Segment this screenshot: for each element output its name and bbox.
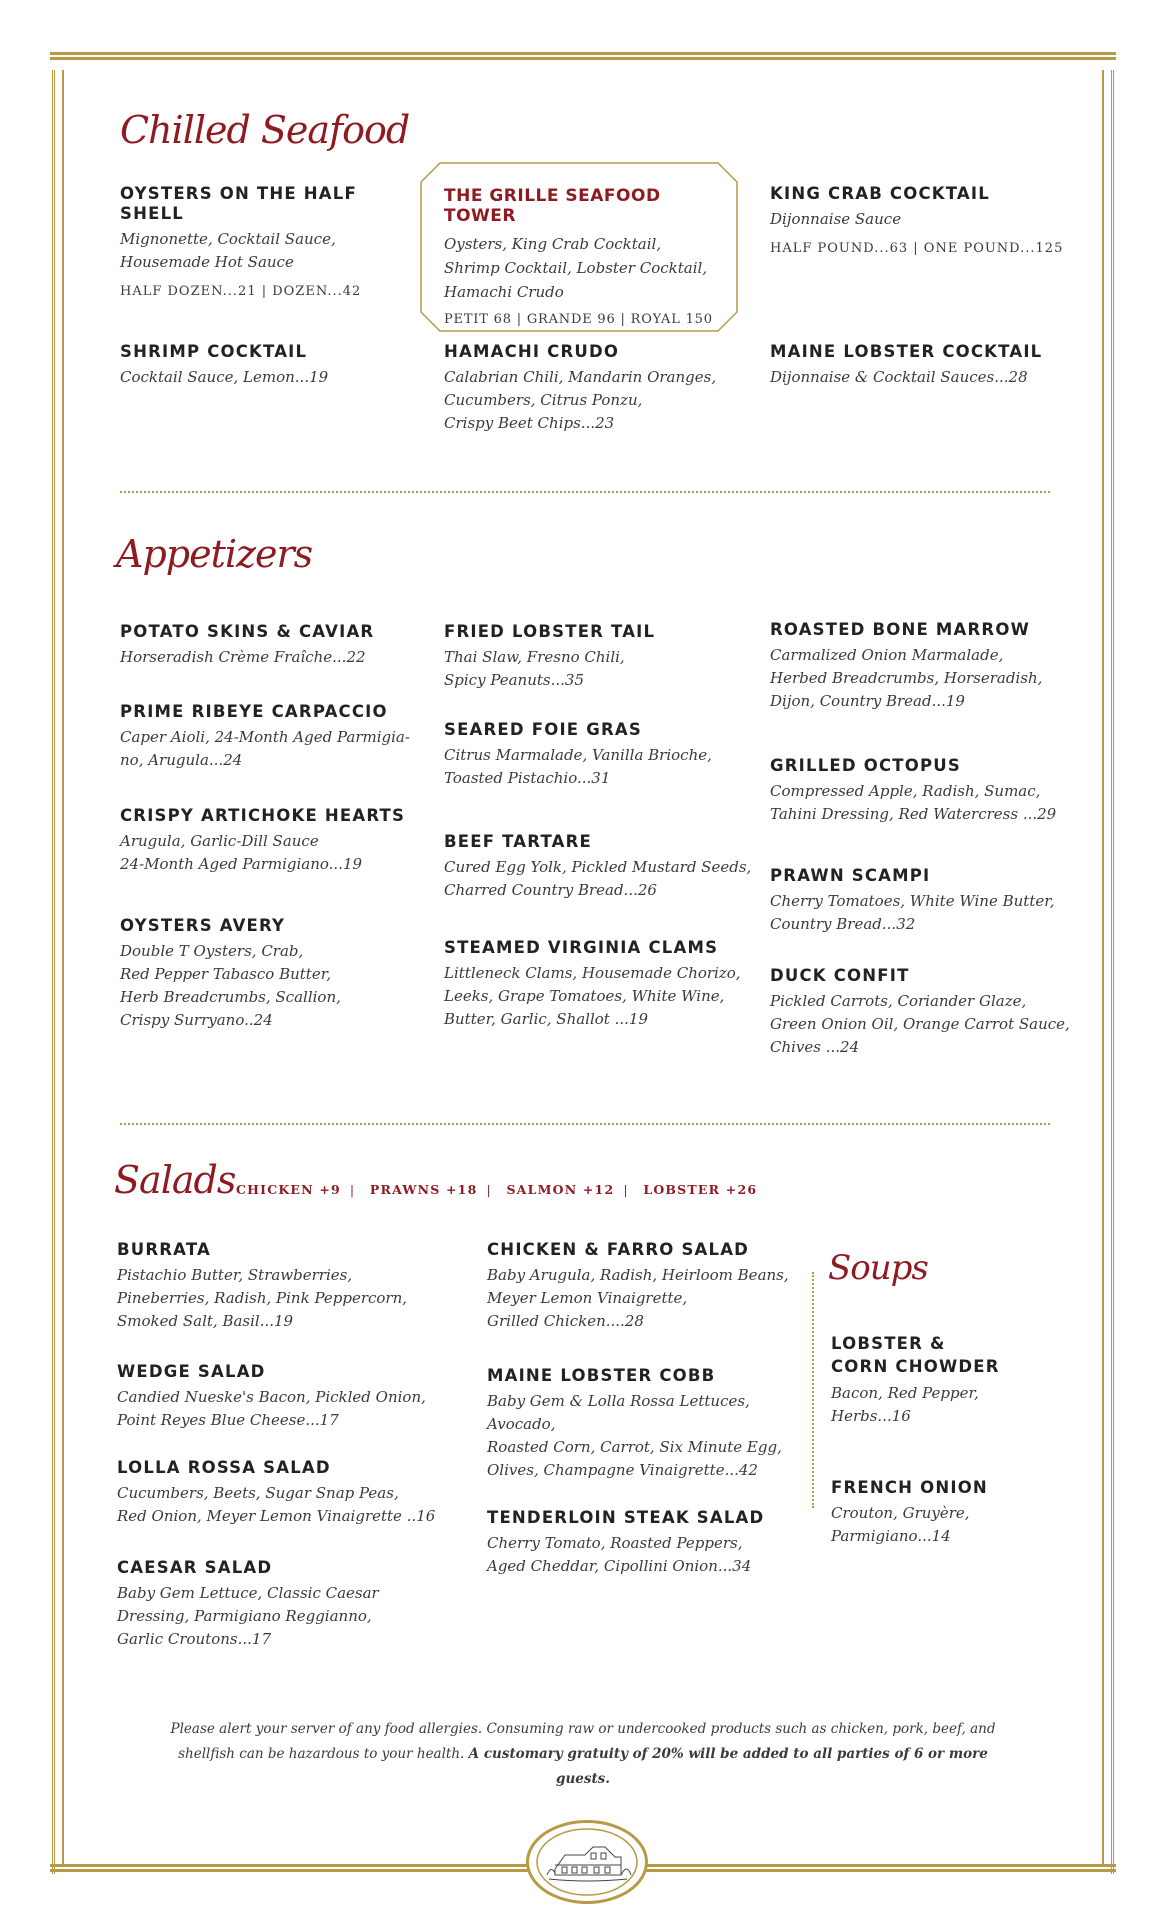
menu-item-virginia-clams — [444, 938, 764, 1031]
menu-item-oysters-avery — [120, 916, 430, 1032]
menu-item-ribeye-carpaccio — [120, 702, 430, 806]
item-name: KING CRAB COCKTAIL — [770, 184, 990, 203]
item-description: Carmalized Onion Marmalade, Herbed Breadcrumbs, Horseradish, Dijon, Country Bread...19 — [770, 646, 1043, 710]
addon-chicken: CHICKEN +9 — [236, 1182, 341, 1197]
item-name: POTATO SKINS & CAVIAR — [120, 622, 375, 641]
item-name: BURRATA — [117, 1240, 212, 1259]
item-name: CAESAR SALAD — [117, 1558, 273, 1577]
item-name: PRAWN SCAMPI — [770, 866, 931, 885]
item-name: PRIME RIBEYE CARPACCIO — [120, 702, 388, 721]
allergy-disclaimer — [150, 1717, 1016, 1792]
building-sketch-icon — [529, 1823, 645, 1901]
appetizers-column-1 — [120, 622, 430, 1032]
section-title-chilled-seafood: Chilled Seafood — [120, 108, 410, 152]
item-description: Double T Oysters, Crab, Red Pepper Tabasco Butter, Herb Breadcrumbs, Scallion, Crispy Surryano..24 — [120, 942, 341, 1029]
section-divider — [120, 1123, 1050, 1125]
item-name: HAMACHI CRUDO — [444, 342, 620, 361]
menu-item-burrata — [117, 1240, 457, 1362]
item-price: HALF DOZEN...21 | DOZEN...42 — [120, 284, 362, 299]
item-description: Cherry Tomato, Roasted Peppers, Aged Cheddar, Cipollini Onion...34 — [487, 1534, 752, 1575]
menu-item-oysters-half-shell — [120, 184, 420, 299]
item-description: Candied Nueske's Bacon, Pickled Onion, Point Reyes Blue Cheese...17 — [117, 1388, 426, 1429]
item-description: Cucumbers, Beets, Sugar Snap Peas, Red Onion, Meyer Lemon Vinaigrette ..16 — [117, 1484, 436, 1525]
item-name: WEDGE SALAD — [117, 1362, 266, 1381]
menu-item-maine-lobster-cobb — [487, 1366, 817, 1508]
soups-divider — [812, 1272, 814, 1508]
item-name: DUCK CONFIT — [770, 966, 910, 985]
menu-item-tenderloin-steak-salad — [487, 1508, 817, 1578]
soups-column — [831, 1332, 1061, 1548]
item-description: Caper Aioli, 24-Month Aged Parmigia- no, Arugula...24 — [120, 728, 410, 769]
item-name: ROASTED BONE MARROW — [770, 620, 1030, 639]
menu-item-grilled-octopus — [770, 756, 1080, 866]
item-name: BEEF TARTARE — [444, 832, 592, 851]
item-description: Dijonnaise & Cocktail Sauces...28 — [770, 368, 1028, 386]
menu-item-seafood-tower — [444, 186, 724, 327]
item-description: Arugula, Garlic-Dill Sauce 24-Month Aged Parmigiano...19 — [120, 832, 363, 873]
item-description: Horseradish Crème Fraîche...22 — [120, 648, 366, 666]
section-title-soups: Soups — [828, 1248, 928, 1288]
item-description: Citrus Marmalade, Vanilla Brioche, Toasted Pistachio...31 — [444, 746, 712, 787]
menu-item-artichoke-hearts — [120, 806, 430, 916]
menu-item-caesar-salad — [117, 1558, 457, 1651]
item-name: GRILLED OCTOPUS — [770, 756, 961, 775]
item-name: CRISPY ARTICHOKE HEARTS — [120, 806, 406, 825]
item-price: PETIT 68 | GRANDE 96 | ROYAL 150 — [444, 312, 713, 327]
menu-item-seared-foie-gras — [444, 720, 764, 832]
item-description: Cocktail Sauce, Lemon...19 — [120, 368, 329, 386]
item-name: STEAMED VIRGINIA CLAMS — [444, 938, 719, 957]
item-description: Thai Slaw, Fresno Chili, Spicy Peanuts...35 — [444, 648, 625, 689]
salads-column-2 — [487, 1240, 817, 1578]
item-name: LOLLA ROSSA SALAD — [117, 1458, 331, 1477]
menu-item-lolla-rossa-salad — [117, 1458, 457, 1558]
section-divider — [120, 491, 1050, 493]
disclaimer-text: Please alert your server of any food allergies. Consuming raw or undercooked products such as chicken, pork, beef, and shellfish can be hazardous to your health. — [170, 1721, 996, 1762]
item-description: Oysters, King Crab Cocktail, Shrimp Cocktail, Lobster Cocktail, Hamachi Crudo — [444, 235, 708, 301]
appetizers-column-3 — [770, 620, 1080, 1059]
menu-item-king-crab-cocktail — [770, 184, 1070, 256]
menu-item-prawn-scampi — [770, 866, 1080, 966]
item-name: FRIED LOBSTER TAIL — [444, 622, 656, 641]
item-name: TENDERLOIN STEAK SALAD — [487, 1508, 765, 1527]
item-description: Cured Egg Yolk, Pickled Mustard Seeds, Charred Country Bread...26 — [444, 858, 752, 899]
item-description: Calabrian Chili, Mandarin Oranges, Cucumbers, Citrus Ponzu, Crispy Beet Chips...23 — [444, 368, 717, 432]
item-name: SHRIMP COCKTAIL — [120, 342, 308, 361]
item-description: Baby Gem & Lolla Rossa Lettuces, Avocado, Roasted Corn, Carrot, Six Minute Egg, Olives, Champagne Vinaigrette...42 — [487, 1392, 782, 1479]
menu-item-potato-skins — [120, 622, 430, 702]
item-description: Baby Gem Lettuce, Classic Caesar Dressing, Parmigiano Reggianno, Garlic Croutons...17 — [117, 1584, 379, 1648]
menu-item-hamachi-crudo — [444, 342, 764, 435]
item-name: CHICKEN & FARRO SALAD — [487, 1240, 750, 1259]
item-description: Dijonnaise Sauce — [770, 210, 902, 228]
menu-item-chicken-farro-salad — [487, 1240, 817, 1366]
addon-salmon: SALMON +12 — [506, 1182, 615, 1197]
item-price: HALF POUND...63 | ONE POUND...125 — [770, 241, 1064, 256]
gratuity-notice: A customary gratuity of 20% will be added to all parties of 6 or more guests. — [468, 1746, 988, 1787]
item-name: LOBSTER & CORN CHOWDER — [831, 1334, 1000, 1376]
salads-column-1 — [117, 1240, 457, 1651]
item-description: Littleneck Clams, Housemade Chorizo, Leeks, Grape Tomatoes, White Wine, Butter, Garlic, Shallot ...19 — [444, 964, 741, 1028]
item-name: SEARED FOIE GRAS — [444, 720, 642, 739]
section-title-salads: Salads — [114, 1158, 236, 1202]
menu-item-fried-lobster-tail — [444, 622, 764, 720]
item-description: Crouton, Gruyère, Parmigiano...14 — [831, 1504, 970, 1545]
item-description: Cherry Tomatoes, White Wine Butter, Country Bread...32 — [770, 892, 1055, 933]
menu-item-lobster-corn-chowder — [831, 1332, 1061, 1478]
item-name: MAINE LOBSTER COCKTAIL — [770, 342, 1043, 361]
restaurant-logo — [526, 1820, 648, 1904]
addon-lobster: LOBSTER +26 — [643, 1182, 758, 1197]
item-name: THE GRILLE SEAFOOD TOWER — [444, 186, 661, 226]
item-description: Mignonette, Cocktail Sauce, Housemade Hot Sauce — [120, 230, 336, 271]
menu-item-duck-confit — [770, 966, 1080, 1059]
item-description: Compressed Apple, Radish, Sumac, Tahini Dressing, Red Watercress ...29 — [770, 782, 1057, 823]
item-name: MAINE LOBSTER COBB — [487, 1366, 716, 1385]
item-description: Bacon, Red Pepper, Herbs...16 — [831, 1384, 979, 1425]
item-name: FRENCH ONION — [831, 1478, 988, 1497]
menu-item-beef-tartare — [444, 832, 764, 938]
appetizers-column-2 — [444, 622, 764, 1031]
item-description: Pickled Carrots, Coriander Glaze, Green Onion Oil, Orange Carrot Sauce, Chives ...24 — [770, 992, 1070, 1056]
salad-addons: CHICKEN +9 | PRAWNS +18 | SALMON +12 | LOBSTER +26 — [236, 1182, 758, 1197]
menu-item-bone-marrow — [770, 620, 1080, 756]
menu-item-french-onion — [831, 1478, 1061, 1548]
addon-prawns: PRAWNS +18 — [369, 1182, 478, 1197]
item-description: Pistachio Butter, Strawberries, Pineberries, Radish, Pink Peppercorn, Smoked Salt, Basil...19 — [117, 1266, 408, 1330]
menu-item-maine-lobster-cocktail — [770, 342, 1070, 389]
menu-item-shrimp-cocktail — [120, 342, 420, 389]
item-description: Baby Arugula, Radish, Heirloom Beans, Meyer Lemon Vinaigrette, Grilled Chicken....28 — [487, 1266, 789, 1330]
section-title-appetizers: Appetizers — [116, 532, 313, 576]
item-name: OYSTERS AVERY — [120, 916, 286, 935]
item-name: OYSTERS ON THE HALF SHELL — [120, 184, 357, 223]
menu-item-wedge-salad — [117, 1362, 457, 1458]
